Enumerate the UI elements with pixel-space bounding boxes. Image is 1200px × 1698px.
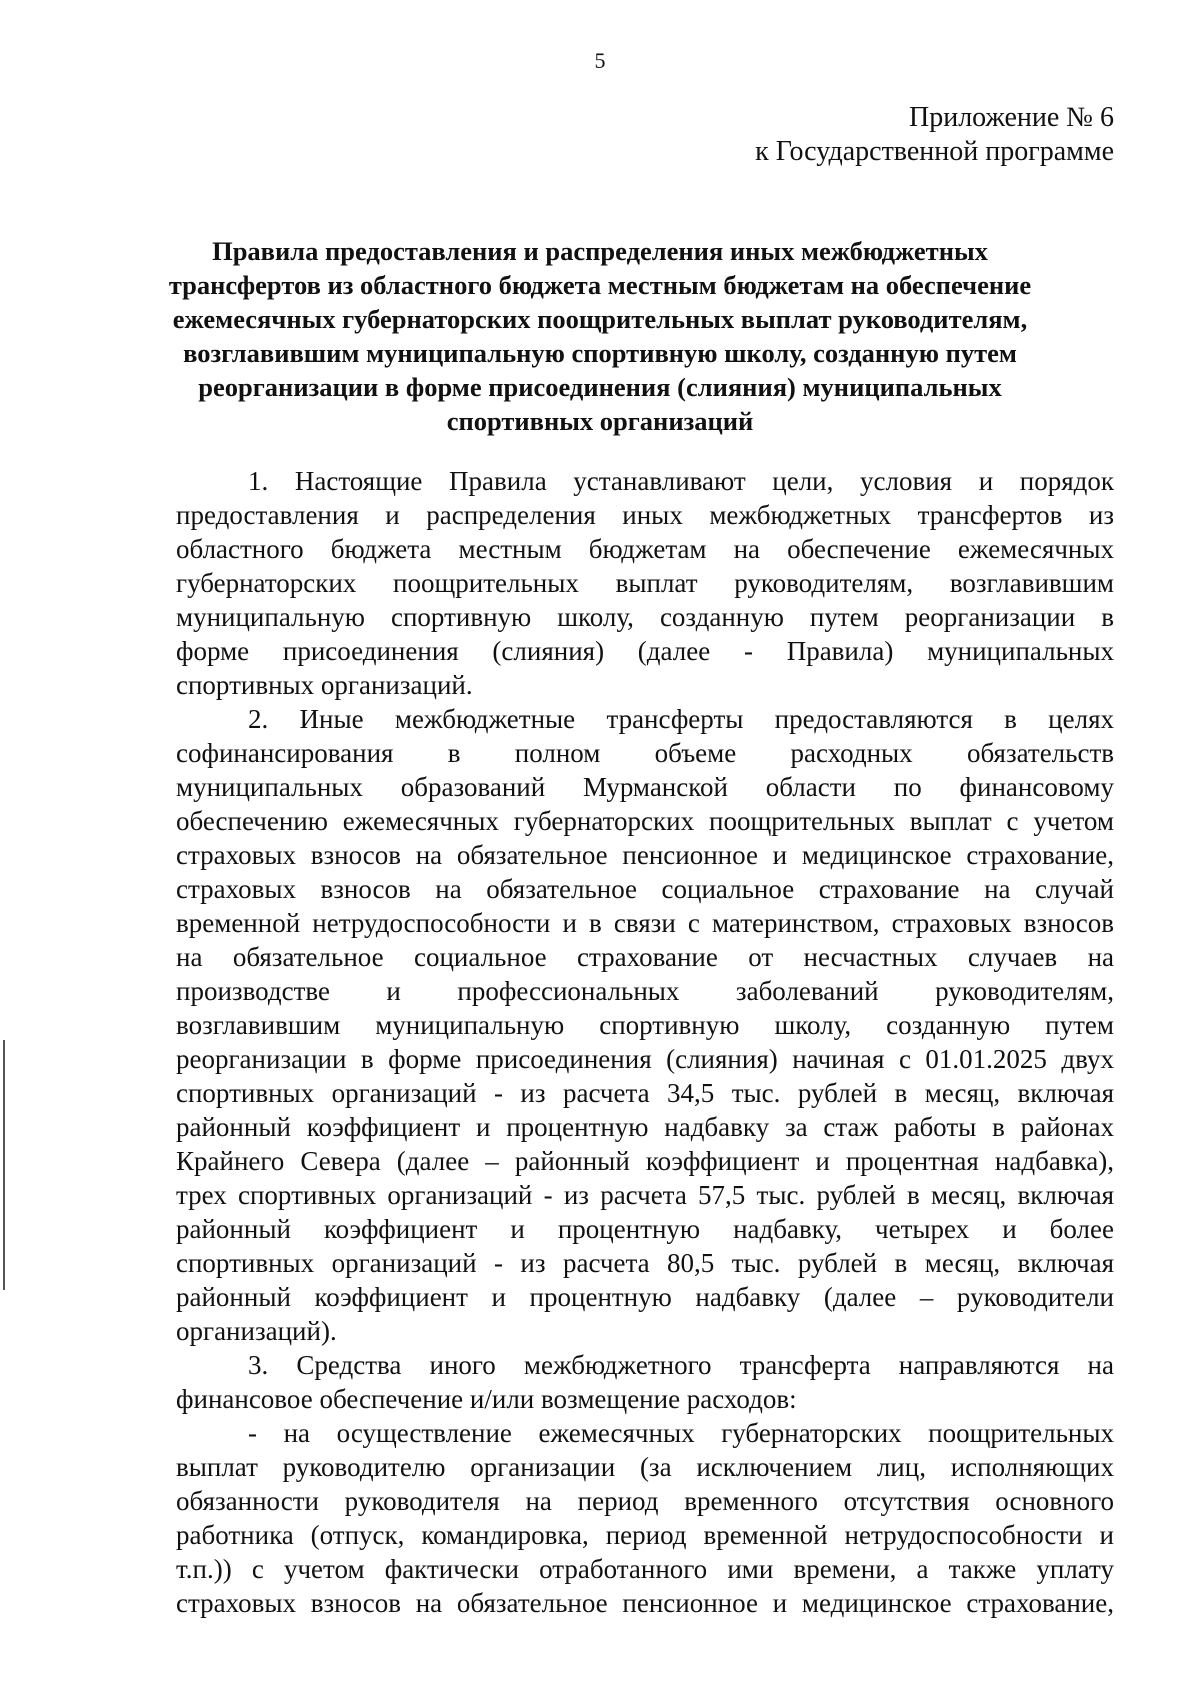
body-line: областного бюджета местным бюджетам на обеспечение ежемесячных [176,534,1114,564]
body-line: выплат руководителю организации (за исключением лиц, исполняющих [176,1452,1114,1482]
body-line: районный коэффициент и процентную надбавку (далее – руководители [176,1282,1114,1312]
body-line: реорганизации в форме присоединения (слияния) начиная с 01.01.2025 двух [176,1044,1114,1074]
document-body [176,464,1114,1620]
body-line: муниципальную спортивную школу, созданную путем реорганизации в [176,602,1114,632]
body-line: районный коэффициент и процентную надбавку, четырех и более [176,1214,1114,1244]
body-line: т.п.)) с учетом фактически отработанного ими времени, а также уплату [176,1554,1114,1584]
body-line: 2. Иные межбюджетные трансферты предоставляются в целях [248,704,1114,734]
body-line: - на осуществление ежемесячных губернаторских поощрительных [248,1418,1114,1448]
body-line: губернаторских поощрительных выплат руководителям, возглавившим [176,568,1114,598]
body-line: финансовое обеспечение и/или возмещение расходов: [176,1384,797,1414]
body-line: страховых взносов на обязательное пенсионное и медицинское страхование, [176,840,1114,870]
body-line: работника (отпуск, командировка, период временной нетрудоспособности и [176,1520,1114,1550]
body-line: организаций). [176,1316,337,1346]
appendix-line-1: Приложение № 6 [909,102,1114,133]
title-line: возглавившим муниципальную спортивную школу, созданную путем [183,338,1017,368]
title-line: ежемесячных губернаторских поощрительных выплат руководителям, [172,304,1028,334]
body-line: возглавившим муниципальную спортивную школу, созданную путем [176,1010,1114,1040]
title-line: реорганизации в форме присоединения (слияния) муниципальных [198,372,1002,402]
body-line: производстве и профессиональных заболеваний руководителям, [176,976,1114,1006]
body-line: обязанности руководителя на период временного отсутствия основного [176,1486,1114,1516]
scan-edge-mark [3,1040,5,1290]
body-line: страховых взносов на обязательное пенсионное и медицинское страхование, [176,1588,1114,1618]
title-line: Правила предоставления и распределения иных межбюджетных [212,236,988,266]
page-number: 5 [594,48,606,73]
body-line: страховых взносов на обязательное социальное страхование на случай [176,874,1114,904]
body-line: спортивных организаций. [176,670,473,700]
body-line: на обязательное социальное страхование от несчастных случаев на [176,942,1114,972]
body-line: форме присоединения (слияния) (далее - Правила) муниципальных [176,636,1114,666]
body-line: 1. Настоящие Правила устанавливают цели, условия и порядок [248,466,1114,496]
title-line: трансфертов из областного бюджета местным бюджетам на обеспечение [168,270,1032,300]
appendix-header [755,101,1114,169]
body-line: районный коэффициент и процентную надбавку за стаж работы в районах [176,1112,1114,1142]
title-line: спортивных организаций [446,406,754,436]
body-line: Крайнего Севера (далее – районный коэффициент и процентная надбавка), [176,1146,1114,1176]
body-line: трех спортивных организаций - из расчета 57,5 тыс. рублей в месяц, включая [176,1180,1114,1210]
body-line: спортивных организаций - из расчета 34,5 тыс. рублей в месяц, включая [176,1078,1114,1108]
body-line: обеспечению ежемесячных губернаторских поощрительных выплат с учетом [176,806,1114,836]
body-line: временной нетрудоспособности и в связи с материнством, страховых взносов [176,908,1114,938]
appendix-line-2: к Государственной программе [755,136,1114,167]
document-title [150,234,1050,438]
body-line: 3. Средства иного межбюджетного трансферта направляются на [248,1350,1114,1380]
body-line: муниципальных образований Мурманской области по финансовому [176,772,1114,802]
body-line: софинансирования в полном объеме расходных обязательств [176,738,1114,768]
body-line: спортивных организаций - из расчета 80,5 тыс. рублей в месяц, включая [176,1248,1114,1278]
body-line: предоставления и распределения иных межбюджетных трансфертов из [176,500,1114,530]
